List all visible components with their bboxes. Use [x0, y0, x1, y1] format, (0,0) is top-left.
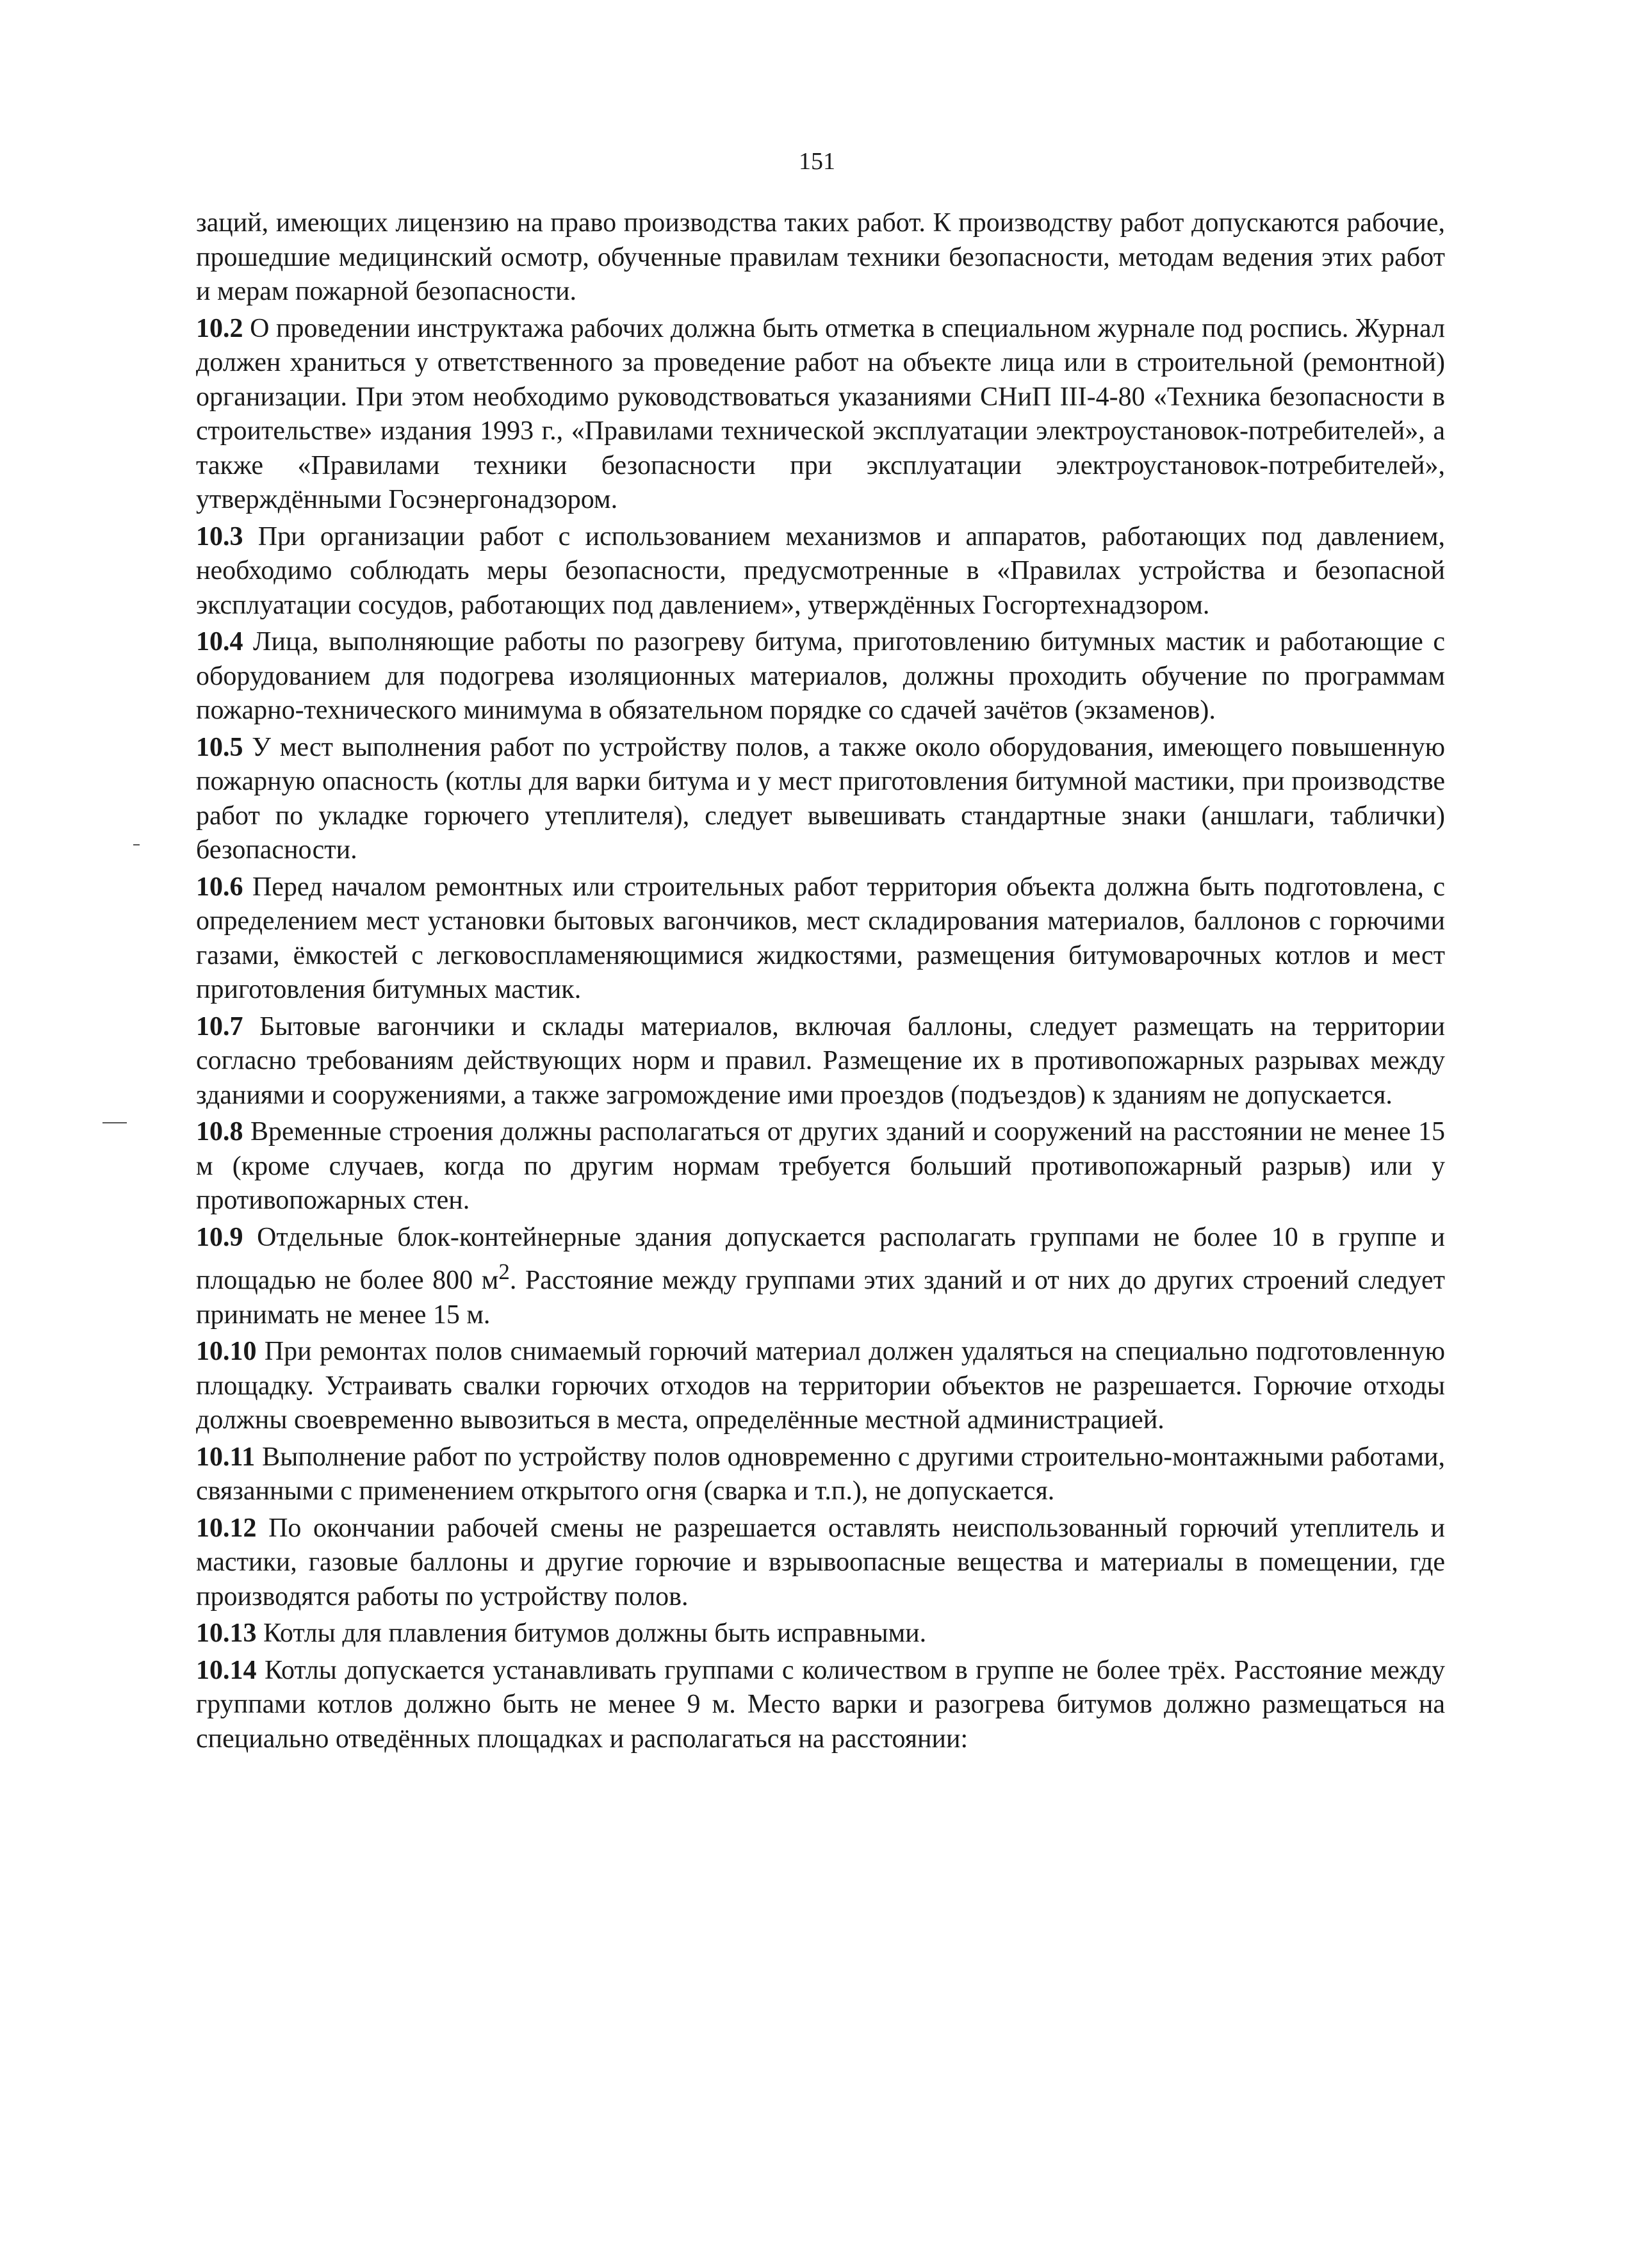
paragraph-number: 10.7 [196, 1011, 243, 1041]
paragraph-text: Выполнение работ по устройству полов одновременно с другими строительно-монтажными работами, связанными с применением открытого огня (сварка и т.п.), не допускается. [196, 1442, 1445, 1506]
paragraph-number: 10.8 [196, 1117, 243, 1146]
paragraph-text: При организации работ с использованием механизмов и аппаратов, работающих под давлением, необходимо соблюдать меры безопасности, предусмотренные в «Правилах устройства и безопасной эксплуатации сосудов, работающих под давлением», утверждённых Госгортехнадзором. [196, 521, 1446, 620]
paragraph-10-3 [196, 520, 1445, 623]
paragraph-number: 10.10 [196, 1337, 257, 1366]
paragraph-text: Котлы допускается устанавливать группами с количеством в группе не более трёх. Расстояние между группами котлов должно быть не менее 9 м. Место варки и разогрева битумов должно размещаться на специально отведённых площадках и располагаться на расстоянии: [196, 1655, 1445, 1754]
paragraph-text: Перед началом ремонтных или строительных работ территория объекта должна быть подготовлена, с определением мест установки бытовых вагончиков, мест складирования материалов, баллонов с горючими газами, ёмкостей с легковоспламеняющимися жидкостями, размещения битумоварочных котлов и мест приготовления битумных мастик. [196, 872, 1445, 1004]
paragraph-number: 10.5 [196, 732, 243, 762]
margin-dash [102, 1122, 127, 1123]
paragraph-number: 10.4 [196, 627, 243, 657]
paragraph-text: Котлы для плавления битумов должны быть исправными. [263, 1619, 927, 1648]
area-unit-superscript: 2 [498, 1259, 510, 1284]
paragraph-10-10 [196, 1335, 1445, 1438]
paragraph-10-2 [196, 312, 1445, 518]
paragraph-10-8 [196, 1115, 1445, 1218]
paragraph-number: 10.2 [196, 313, 243, 343]
paragraph-number: 10.12 [196, 1513, 257, 1543]
paragraph-text: По окончании рабочей смены не разрешается оставлять неиспользованный горючий утеплитель и мастики, газовые баллоны и другие горючие и взрывоопасные вещества и материалы в помещении, где производятся работы по устройству полов. [196, 1513, 1446, 1611]
paragraph-text-continued: . Расстояние между группами этих зданий и от них до других строений следует принимать не менее 15 м. [196, 1266, 1445, 1330]
paragraph-number: 10.6 [196, 872, 243, 902]
paragraph-text: Временные строения должны располагаться от других зданий и сооружений на расстоянии не менее 15 м (кроме случаев, когда по другим нормам требуется больший противопожарный разрыв) или у противопожарных стен. [196, 1117, 1445, 1215]
paragraph-10-6 [196, 870, 1445, 1008]
paragraph-10-4 [196, 625, 1445, 728]
margin-mark [133, 844, 140, 845]
paragraph-number: 10.13 [196, 1619, 257, 1648]
paragraph-10-11 [196, 1440, 1445, 1509]
paragraph-text: О проведении инструктажа рабочих должна быть отметка в специальном журнале под роспись. Журнал должен храниться у ответственного за проведение работ на объекте лица или в строительной (ремонтной) организации. При этом необходимо руководствоваться указаниями СНиП III-4-80 «Техника безопасности в строительстве» издания 1993 г., «Правилами технической эксплуатации электроустановок-потребителей», а также «Правилами техники безопасности при эксплуатации электроустановок-потребителей», утверждёнными Госэнергонадзором. [196, 313, 1446, 514]
paragraph-10-14 [196, 1654, 1445, 1757]
paragraph-10-13 [196, 1617, 1445, 1651]
paragraph-number: 10.9 [196, 1222, 243, 1252]
paragraph-number: 10.14 [196, 1655, 257, 1685]
intro-paragraph: заций, имеющих лицензию на право производства таких работ. К производству работ допускаются рабочие, прошедшие медицинский осмотр, обученные правилам техники безопасности, методам ведения этих работ и мерам пожарной безопасности. [196, 208, 1445, 306]
document-body [196, 206, 1445, 1759]
paragraph-10-12 [196, 1512, 1445, 1615]
paragraph-text: Отдельные блок-контейнерные здания допускается располагать группами не более 10 в группе и площадью не более 800 м [196, 1222, 1445, 1295]
paragraph-10-7 [196, 1010, 1445, 1113]
paragraph-10-5 [196, 731, 1445, 868]
paragraph-text: Бытовые вагончики и склады материалов, включая баллоны, следует размещать на территории согласно требованиям действующих норм и правил. Размещение их в противопожарных разрывах между зданиями и сооружениями, а также загромождение ими проездов (подъездов) к зданиям не допускается. [196, 1011, 1446, 1110]
page-number: 151 [799, 148, 835, 175]
paragraph-text: У мест выполнения работ по устройству полов, а также около оборудования, имеющего повышенную пожарную опасность (котлы для варки битума и у мест приготовления битумной мастики, при производстве работ по укладке горючего утеплителя), следует вывешивать стандартные знаки (аншлаги, таблички) безопасности. [196, 732, 1446, 865]
paragraph-text: Лица, выполняющие работы по разогреву битума, приготовлению битумных мастик и работающие с оборудованием для подогрева изоляционных материалов, должны проходить обучение по программам пожарно-технического минимума в обязательном порядке со сдачей зачётов (экзаменов). [196, 627, 1445, 725]
paragraph-text: При ремонтах полов снимаемый горючий материал должен удаляться на специально подготовленную площадку. Устраивать свалки горючих отходов на территории объектов не разрешается. Горючие отходы должны своевременно вывозиться в места, определённые местной администрацией. [196, 1337, 1446, 1435]
paragraph-number: 10.11 [196, 1442, 256, 1472]
paragraph-number: 10.3 [196, 521, 243, 551]
paragraph-10-9 [196, 1221, 1445, 1333]
